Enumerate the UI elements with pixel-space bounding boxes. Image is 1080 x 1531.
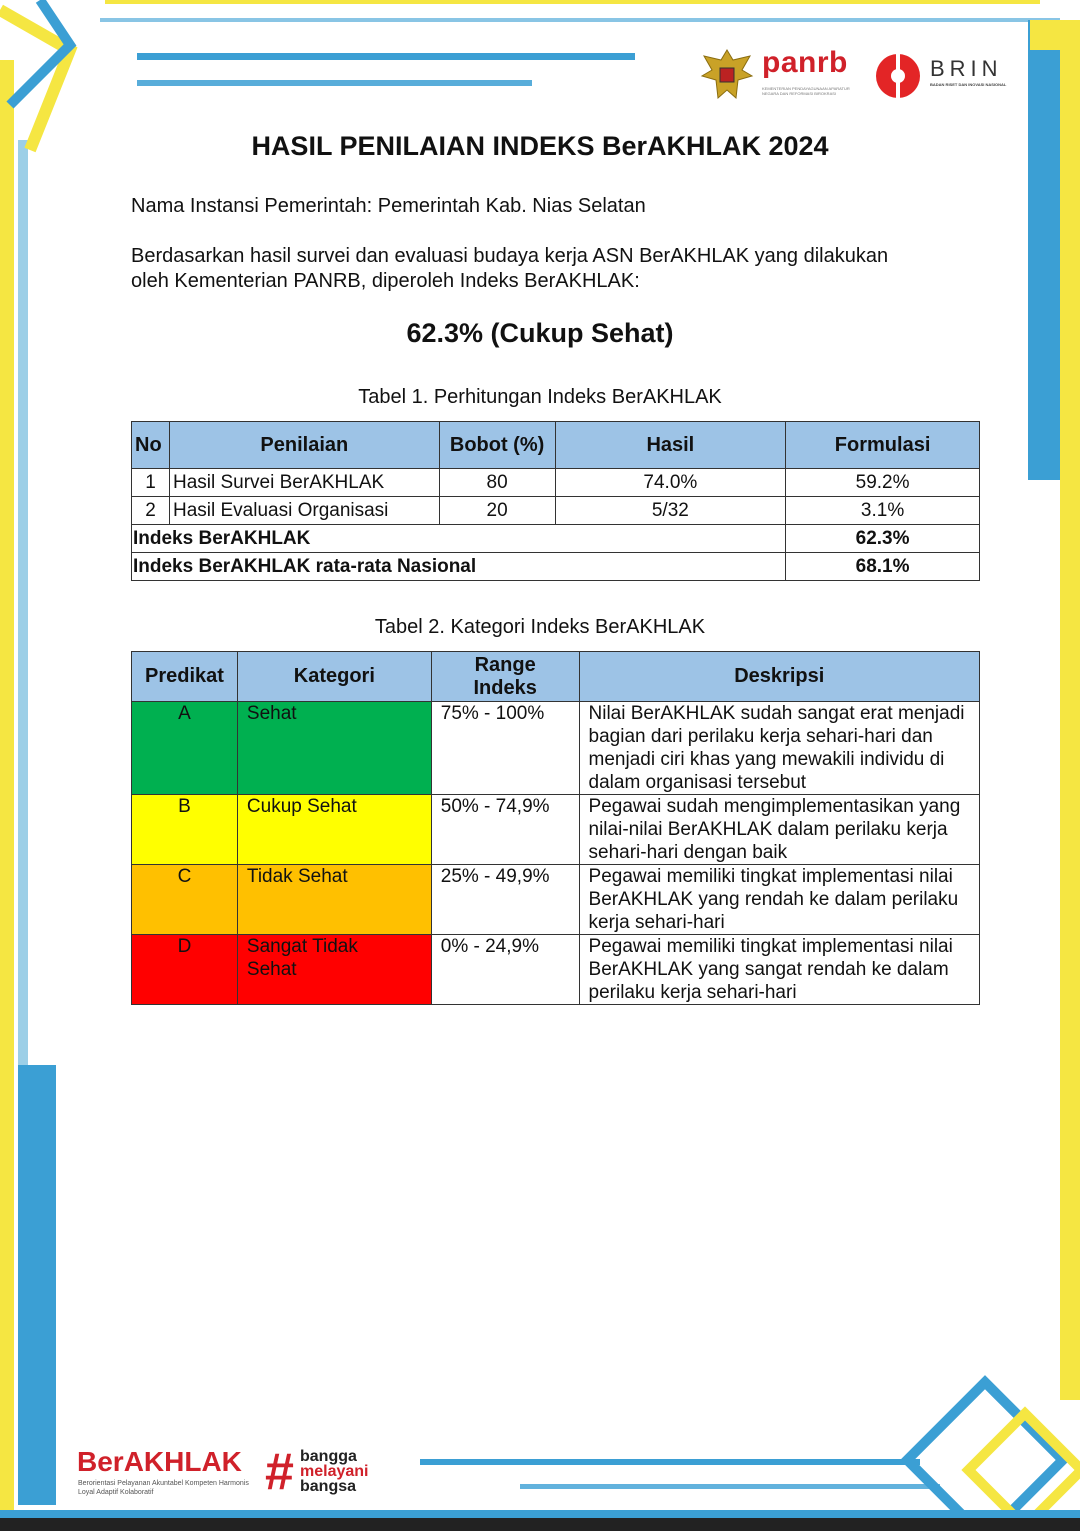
cell-penilaian: Hasil Evaluasi Organisasi: [169, 497, 439, 525]
brin-logo-icon: [874, 52, 922, 100]
tagline: [300, 1449, 368, 1494]
col-header-deskripsi: Deskripsi: [579, 652, 979, 702]
garuda-emblem-icon: [700, 46, 754, 104]
tagline-line-3: bangsa: [300, 1478, 357, 1495]
table-row: [132, 935, 980, 1005]
cell-deskripsi: Pegawai memiliki tingkat implementasi nilai BerAKHLAK yang sangat rendah ke dalam perilaku kerja sehari-hari: [579, 935, 979, 1005]
cell-kategori: Sehat: [237, 702, 431, 795]
cell-predikat: C: [132, 865, 238, 935]
berakhlak-logo-subtitle: Berorientasi Pelayanan Akuntabel Kompeten Harmonis Loyal Adaptif Kolaboratif: [78, 1480, 249, 1496]
cell-penilaian: Hasil Survei BerAKHLAK: [169, 469, 439, 497]
total-row: [132, 525, 980, 553]
cell-range: 75% - 100%: [431, 702, 579, 795]
col-header-bobot: Bobot (%): [439, 422, 555, 469]
col-header-kategori: Kategori: [237, 652, 431, 702]
col-header-penilaian: Penilaian: [169, 422, 439, 469]
cell-range: 0% - 24,9%: [431, 935, 579, 1005]
cell-no: 2: [132, 497, 170, 525]
col-header-no: No: [132, 422, 170, 469]
cell-deskripsi: Pegawai memiliki tingkat implementasi nilai BerAKHLAK yang rendah ke dalam perilaku kerja sehari-hari: [579, 865, 979, 935]
col-header-range-line1: Range: [474, 653, 536, 676]
col-header-range: [431, 652, 579, 702]
panrb-logo-text: panrb: [762, 46, 848, 79]
cell-bobot: 80: [439, 469, 555, 497]
cell-kategori: Cukup Sehat: [237, 795, 431, 865]
index-calculation-table: [131, 421, 980, 581]
hashtag-icon: #: [265, 1443, 294, 1501]
cell-no: 1: [132, 469, 170, 497]
panrb-subtitle: KEMENTERIAN PENDAYAGUNAAN APARATUR NEGARA DAN REFORMASI BIROKRASI: [762, 86, 850, 96]
table-header-row: [132, 652, 980, 702]
table-header-row: [132, 422, 980, 469]
cell-range: 50% - 74,9%: [431, 795, 579, 865]
cell-range: 25% - 49,9%: [431, 865, 579, 935]
table-row: [132, 469, 980, 497]
table2-caption: Tabel 2. Kategori Indeks BerAKHLAK: [374, 616, 706, 638]
cell-formulasi: 3.1%: [786, 497, 980, 525]
intro-line-1: Berdasarkan hasil survei dan evaluasi budaya kerja ASN BerAKHLAK yang dilakukan: [131, 245, 889, 267]
cell-deskripsi: Pegawai sudah mengimplementasikan yang nilai-nilai BerAKHLAK dalam perilaku kerja sehari-hari dengan baik: [579, 795, 979, 865]
total-value: 62.3%: [786, 525, 980, 553]
cell-formulasi: 59.2%: [786, 469, 980, 497]
index-category-table: [131, 651, 980, 1005]
intro-line-2: oleh Kementerian PANRB, diperoleh Indeks BerAKHLAK:: [131, 270, 640, 292]
header-logos: [678, 42, 1012, 120]
brin-subtitle: BADAN RISET DAN INOVASI NASIONAL: [930, 82, 1007, 87]
col-header-hasil: Hasil: [555, 422, 786, 469]
cell-deskripsi: Nilai BerAKHLAK sudah sangat erat menjadi bagian dari perilaku kerja sehari-hari dan menjadi ciri khas yang mewakili individu di dalam organisasi tersebut: [579, 702, 979, 795]
brin-logo-text: BRIN: [930, 56, 1003, 81]
cell-predikat: B: [132, 795, 238, 865]
cell-hasil: 5/32: [555, 497, 786, 525]
cell-kategori: Tidak Sehat: [237, 865, 431, 935]
cell-bobot: 20: [439, 497, 555, 525]
index-score: 62.3% (Cukup Sehat): [406, 318, 674, 348]
cell-hasil: 74.0%: [555, 469, 786, 497]
col-header-range-line2: Indeks: [473, 676, 537, 699]
table-row: [132, 795, 980, 865]
table-row: [132, 497, 980, 525]
table-row: [132, 702, 980, 795]
col-header-predikat: Predikat: [132, 652, 238, 702]
total-label: Indeks BerAKHLAK: [132, 525, 786, 553]
cell-predikat: D: [132, 935, 238, 1005]
cell-predikat: A: [132, 702, 238, 795]
national-label: Indeks BerAKHLAK rata-rata Nasional: [132, 553, 786, 581]
national-row: [132, 553, 980, 581]
page-title: HASIL PENILAIAN INDEKS BerAKHLAK 2024: [251, 131, 829, 161]
table-row: [132, 865, 980, 935]
tagline-line-2: melayani: [300, 1463, 369, 1480]
instansi-name: Nama Instansi Pemerintah: Pemerintah Kab. Nias Selatan: [131, 195, 646, 217]
table1-caption: Tabel 1. Perhitungan Indeks BerAKHLAK: [358, 386, 722, 408]
tagline-line-1: bangga: [300, 1448, 357, 1465]
col-header-formulasi: Formulasi: [786, 422, 980, 469]
national-value: 68.1%: [786, 553, 980, 581]
berakhlak-logo-text: BerAKHLAK: [77, 1446, 242, 1477]
cell-kategori: Sangat Tidak Sehat: [237, 935, 431, 1005]
